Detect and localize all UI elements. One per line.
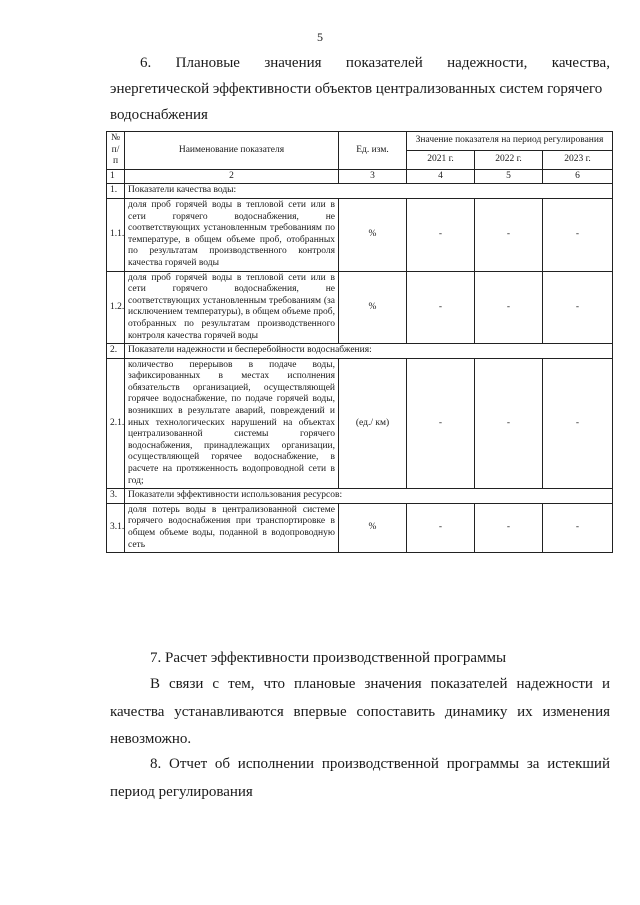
row-unit: %: [339, 271, 407, 344]
header-year: 2021 г.: [407, 150, 475, 169]
table-row: [107, 358, 613, 489]
heading-line-3: водоснабжения: [110, 107, 208, 123]
header-name: Наименование показателя: [125, 132, 339, 170]
row-name: количество перерывов в подаче воды, зафиксированных в местах исполнения обязательств организацией, осуществляющей горячее водоснабжение, по подаче горячей воды, возникших в результате аварий, повреждений и иных технологических нарушений на объектах централизованной системы горячего водоснабжения, принадлежащих организации, осуществляющей горячее водоснабжение, в расчете на протяженность водопроводной сети в год;: [125, 358, 339, 489]
row-value: -: [475, 198, 543, 271]
column-numbers-row: [107, 169, 613, 184]
row-value: -: [543, 198, 613, 271]
indicators-table: [106, 131, 613, 553]
column-number: 3: [339, 169, 407, 184]
row-value: -: [475, 271, 543, 344]
section-number: 6.: [140, 55, 152, 71]
row-value: -: [543, 503, 613, 552]
row-name: доля проб горячей воды в тепловой сети или в сети горячего водоснабжения, не соответствующих установленным требованиям по температуре, в общем объеме проб, отобранных по результатам производственного контроля качества горячей воды: [125, 198, 339, 271]
heading-line-2: энергетической эффективности объектов централизованных систем горячего: [110, 81, 603, 97]
header-year: 2023 г.: [543, 150, 613, 169]
table-header-row: [107, 132, 613, 151]
section-6-heading: [110, 50, 610, 128]
row-value: -: [407, 271, 475, 344]
row-num: 3.1.: [107, 503, 125, 552]
row-value: -: [407, 503, 475, 552]
section-num: 2.: [107, 344, 125, 359]
row-num: 2.1.: [107, 358, 125, 489]
heading-word: показателей: [345, 55, 423, 71]
page-number: 5: [317, 30, 323, 44]
column-number: 2: [125, 169, 339, 184]
column-number: 6: [543, 169, 613, 184]
section-row: [107, 184, 613, 199]
section-row: [107, 344, 613, 359]
row-name: доля проб горячей воды в тепловой сети или в сети горячего водоснабжения, не соответствующих установленным требованиям (за исключением температуры), в общем объеме проб, отобранных по результатам производственного контроля качества горячей воды: [125, 271, 339, 344]
section-num: 3.: [107, 489, 125, 504]
row-name: доля потерь воды в централизованной системе горячего водоснабжения при транспортировке в общем объеме воды, поданной в водопроводную сеть: [125, 503, 339, 552]
row-value: -: [407, 358, 475, 489]
column-number: 4: [407, 169, 475, 184]
header-unit: Ед. изм.: [339, 132, 407, 170]
row-value: -: [543, 271, 613, 344]
column-number: 5: [475, 169, 543, 184]
row-num: 1.2.: [107, 271, 125, 344]
section-num: 1.: [107, 184, 125, 199]
table-row: [107, 503, 613, 552]
section-row: [107, 489, 613, 504]
row-value: -: [475, 358, 543, 489]
section-title: Показатели качества воды:: [125, 184, 613, 199]
header-num: № п/п: [107, 132, 125, 170]
section-title: Показатели эффективности использования ресурсов:: [125, 489, 613, 504]
section-8-title: 8. Отчет об исполнении производственной программы за истекший период регулирования: [110, 756, 610, 800]
heading-word: качества,: [551, 55, 610, 71]
section-title: Показатели надежности и бесперебойности водоснабжения:: [125, 344, 613, 359]
heading-word: значения: [264, 55, 322, 71]
heading-word: Плановые: [175, 55, 240, 71]
row-unit: %: [339, 503, 407, 552]
section-7-title: 7. Расчет эффективности производственной программы: [150, 650, 507, 666]
row-value: -: [543, 358, 613, 489]
row-unit: %: [339, 198, 407, 271]
heading-word: надежности,: [447, 55, 528, 71]
heading-line-1: [110, 50, 610, 76]
row-value: -: [475, 503, 543, 552]
header-year: 2022 г.: [475, 150, 543, 169]
column-number: 1: [107, 169, 125, 184]
row-num: 1.1.: [107, 198, 125, 271]
row-unit: (ед./ км): [339, 358, 407, 489]
table-row: [107, 198, 613, 271]
section-7-body: В связи с тем, что плановые значения показателей надежности и качества устанавливаются впервые сопоставить динамику их изменения невозможно.: [110, 676, 610, 747]
row-value: -: [407, 198, 475, 271]
table-row: [107, 271, 613, 344]
header-period: Значение показателя на период регулирования: [407, 132, 613, 151]
